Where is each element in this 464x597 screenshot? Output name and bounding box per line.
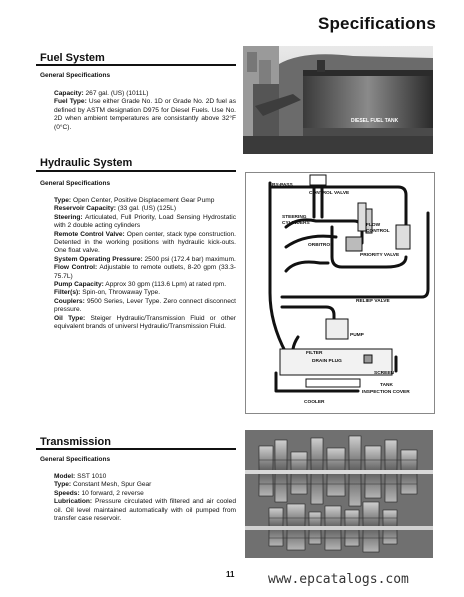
label-priority-valve: PRIORITY VALVE (360, 253, 400, 258)
transmission-spec-lubrication (54, 498, 236, 523)
hydraulic-subtitle: General Specifications (40, 180, 111, 187)
spec-text: 9500 Series, Lever Type. Zero connect disconnect pressure. (54, 297, 236, 314)
fuel-subtitle: General Specifications (40, 72, 111, 79)
fuel-tank-illustration (243, 46, 433, 154)
label-filter: FILTER (306, 351, 323, 356)
transmission-spec-model (54, 473, 236, 481)
spec-text: 10 forward, 2 reverse (79, 489, 144, 497)
spec-text: 267 gal. (US) (1011L) (83, 90, 149, 97)
fuel-section-title: Fuel System (40, 52, 105, 64)
spec-label: Type: (54, 197, 72, 204)
spec-label: Fuel Type: (54, 98, 87, 106)
transmission-section-title: Transmission (40, 436, 111, 448)
hydraulic-spec-steering (54, 214, 236, 231)
hydraulic-system-diagram (245, 172, 435, 414)
spec-label: Capacity: (54, 90, 84, 97)
label-orbitrol: ORBITROL (308, 243, 334, 248)
label-tank: TANK (380, 383, 393, 388)
hydraulic-spec-reservoir (54, 205, 236, 213)
fuel-title-rule (36, 64, 236, 66)
spec-label: Type: (54, 481, 72, 489)
page-number: 11 (226, 570, 235, 579)
photo-caption: DIESEL FUEL TANK (351, 118, 399, 124)
spec-text: Adjustable to remote outlets, 8-20 gpm (33.3-75.7L) (54, 264, 237, 280)
fuel-specs (54, 90, 236, 132)
spec-label: Oil Type: (54, 314, 86, 322)
hydraulic-spec-remote-valve (54, 231, 236, 256)
transmission-gears-photo (245, 430, 433, 558)
transmission-subtitle: General Specifications (40, 456, 111, 463)
transmission-specs (54, 473, 236, 523)
transmission-spec-speeds (54, 490, 236, 498)
transmission-title-rule (36, 448, 236, 450)
label-bypass: BY-PASS (272, 183, 293, 188)
hydraulic-section-title: Hydraulic System (40, 157, 133, 169)
spec-text: Pressure circulated with filtered and air cooled oil. Oil level maintained automatically with oil pumped from transfer case reservoir. (54, 498, 236, 523)
spec-text: Open Center, Positive Displacement Gear Pump (71, 197, 215, 204)
spec-text: 2500 psi (172.4 bar) maximum. (142, 255, 236, 263)
spec-text: (33 gal. (US) (125L) (115, 205, 177, 213)
spec-text: SST 1010 (75, 473, 107, 480)
spec-text: Open center, stack type construction. Detented in the working positions with hydraulic kick-outs. One float valve. (54, 230, 236, 255)
spec-label: Flow Control: (54, 264, 98, 272)
page-title: Specifications (317, 14, 436, 33)
spec-label: Lubrication: (54, 498, 93, 506)
hydraulic-spec-filters (54, 289, 236, 297)
spec-label: Model: (54, 473, 76, 480)
hydraulic-spec-pressure (54, 256, 236, 264)
transmission-spec-type (54, 481, 236, 489)
spec-label: Couplers: (54, 297, 85, 305)
fuel-spec-type (54, 98, 236, 132)
spec-text: Approx 30 gpm (113.6 Lpm) at rated rpm. (103, 281, 227, 289)
spec-text: Use either Grade No. 1D or Grade No. 2D fuel as defined by ASTM designation D975 for Diesel Fuels. Use No. 2D when ambient temperatures are consistantly above 32°F (0°C). (54, 98, 236, 131)
spec-label: System Operating Pressure: (54, 255, 143, 263)
label-flow-control: FLOW CONTROL (366, 223, 390, 234)
diesel-fuel-tank-photo (243, 46, 433, 154)
hydraulic-title-rule (36, 170, 236, 172)
spec-label: Speeds: (54, 489, 80, 497)
spec-label: Reservoir Capacity: (54, 205, 116, 213)
label-steering-cylinders: STEERING CYLINDERS (282, 215, 310, 226)
hydraulic-specs (54, 197, 236, 332)
spec-text: Articulated, Full Priority, Load Sensing Hydrostatic with 2 double acting cylinders (54, 213, 236, 230)
hydraulic-spec-pump-capacity (54, 281, 236, 289)
hydraulic-spec-couplers (54, 298, 236, 315)
spec-label: Filter(s): (54, 289, 81, 297)
spec-label: Pump Capacity: (54, 281, 104, 289)
hydraulic-spec-type (54, 197, 236, 205)
label-drain-plug: DRAIN PLUG (312, 359, 342, 364)
label-cooler: COOLER (304, 400, 325, 405)
spec-label: Steering: (54, 213, 83, 221)
spec-text: Constant Mesh, Spur Gear (71, 481, 152, 489)
label-screen: SCREEN (374, 371, 394, 376)
watermark-url: www.epcatalogs.com (268, 572, 409, 587)
spec-label: Remote Control Valve: (54, 230, 125, 238)
label-relief-valve: RELIEF VALVE (356, 299, 390, 304)
spec-text: Spin-on, Throwaway Type. (80, 289, 161, 297)
label-pump: PUMP (350, 333, 364, 338)
hydraulic-spec-flow-control (54, 264, 236, 281)
transmission-gears-illustration (245, 430, 433, 558)
hydraulic-spec-oil-type (54, 315, 236, 332)
spec-text: Steiger Hydraulic/Transmission Fluid or other equivalent brands of universl Hydraulic/Transmission Fluid. (54, 314, 236, 331)
hydraulic-schematic-lines (246, 173, 434, 413)
fuel-spec-capacity (54, 90, 236, 98)
label-inspection-cover: INSPECTION COVER (362, 390, 410, 395)
label-control-valve: CONTROL VALVE (309, 191, 350, 196)
